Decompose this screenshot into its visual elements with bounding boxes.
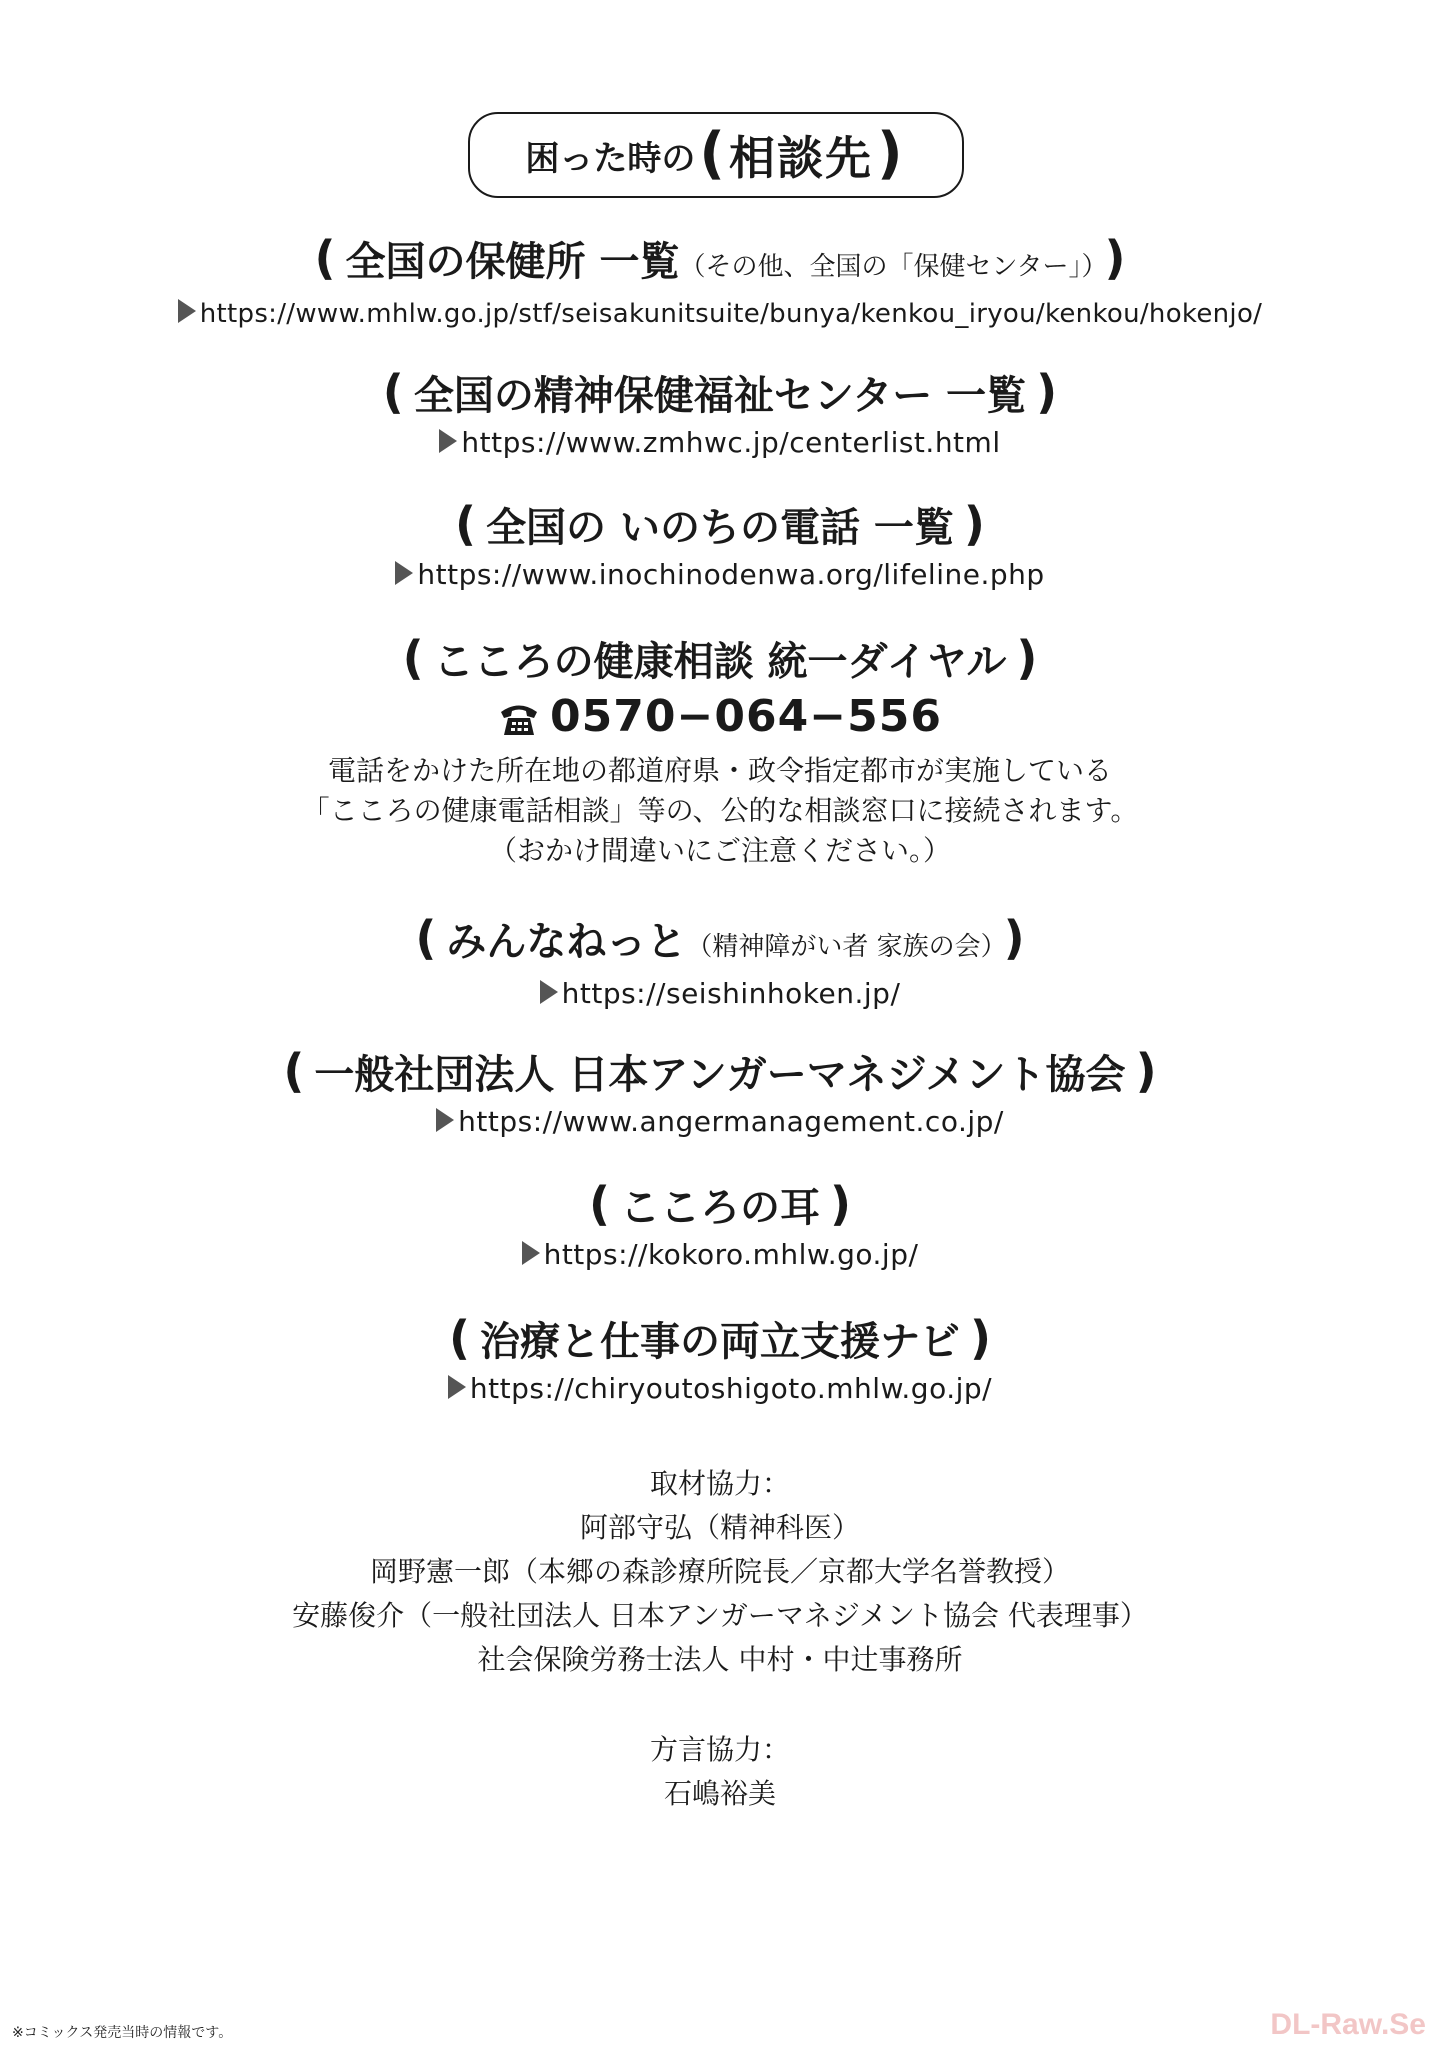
watermark: DL-Raw.Se <box>1270 2008 1426 2041</box>
url-text: https://www.mhlw.go.jp/stf/seisakunitsuite/bunya/kenkou_iryou/kenkou/hokenjo/ <box>199 299 1263 329</box>
bracket-close: ) <box>1135 1044 1157 1098</box>
section-anger-management <box>0 1045 1440 1142</box>
url-text: https://kokoro.mhlw.go.jp/ <box>543 1238 919 1271</box>
url-text: https://chiryoutoshigoto.mhlw.go.jp/ <box>469 1372 993 1405</box>
url-link[interactable] <box>0 294 1440 334</box>
heading-text: 全国の精神保健福祉センター 一覧 <box>413 373 1027 419</box>
note-line: 電話をかけた所在地の都道府県・政令指定都市が実施している <box>327 754 1112 787</box>
telephone-icon <box>498 695 540 751</box>
note-line: 「こころの健康電話相談」等の、公的な相談窓口に接続されます。 <box>301 794 1139 827</box>
section-inochi <box>0 498 1440 595</box>
heading-text: こころの健康相談 統一ダイヤル <box>433 639 1007 685</box>
credits-dialect <box>0 1728 1440 1816</box>
bracket-close: ) <box>1104 231 1126 285</box>
bracket-open: ( <box>588 1177 610 1231</box>
footnote: ※コミックス発売当時の情報です。 <box>12 2025 233 2041</box>
credits-coverage <box>0 1462 1440 1682</box>
bracket-close: ) <box>963 497 985 551</box>
phone-number[interactable] <box>0 689 1440 751</box>
section-heading <box>0 232 1440 294</box>
bracket-close: ) <box>830 1177 852 1231</box>
section-heading <box>0 1312 1440 1369</box>
bracket-close: ) <box>1003 911 1025 965</box>
credit-label: 方言協力： <box>649 1733 790 1766</box>
url-text: https://www.inochinodenwa.org/lifeline.php <box>417 558 1045 591</box>
url-text: https://www.zmhwc.jp/centerlist.html <box>461 426 1001 459</box>
play-arrow-icon <box>436 1108 454 1132</box>
credit-line: 岡野憲一郎（本郷の森診療所院長／京都大学名誉教授） <box>369 1555 1070 1588</box>
bracket-open: ( <box>314 231 336 285</box>
bracket-open: ( <box>455 497 477 551</box>
play-arrow-icon <box>395 561 413 585</box>
bracket-open: ( <box>402 631 424 685</box>
section-ryouritsu-navi <box>0 1312 1440 1409</box>
title-prefix: 困った時の <box>525 138 696 179</box>
url-link[interactable] <box>0 555 1440 595</box>
bracket-open: ( <box>699 120 725 186</box>
heading-sub: （精神障がい者 家族の会） <box>686 932 994 962</box>
credit-line: 阿部守弘（精神科医） <box>579 1511 860 1544</box>
section-hokenjo <box>0 232 1440 334</box>
section-seishin-center <box>0 366 1440 463</box>
title-main: 相談先 <box>729 131 873 185</box>
url-link[interactable] <box>0 1102 1440 1142</box>
section-kokoro-mimi <box>0 1178 1440 1275</box>
heading-sub: （その他、全国の「保健センター」） <box>679 252 1095 282</box>
url-text: https://www.angermanagement.co.jp/ <box>458 1105 1004 1138</box>
play-arrow-icon <box>178 299 196 323</box>
section-minna-net <box>0 912 1440 1014</box>
credit-line: 石嶋裕美 <box>663 1777 776 1810</box>
bracket-close: ) <box>1016 631 1038 685</box>
heading-text: 一般社団法人 日本アンガーマネジメント協会 <box>314 1052 1126 1098</box>
section-heading <box>0 366 1440 423</box>
section-heading <box>0 632 1440 689</box>
url-link[interactable] <box>0 974 1440 1014</box>
url-link[interactable] <box>0 423 1440 463</box>
play-arrow-icon <box>540 980 558 1004</box>
bracket-close: ) <box>1036 365 1058 419</box>
section-heading <box>0 1178 1440 1235</box>
heading-text: 全国の いのちの電話 一覧 <box>486 505 954 551</box>
play-arrow-icon <box>439 429 457 453</box>
bracket-close: ) <box>970 1311 992 1365</box>
heading-text: みんなねっと <box>446 919 687 965</box>
bracket-open: ( <box>448 1311 470 1365</box>
phone-text: 0570−064−556 <box>550 691 942 742</box>
credit-line: 安藤俊介（一般社団法人 日本アンガーマネジメント協会 代表理事） <box>292 1599 1148 1632</box>
section-heading <box>0 912 1440 974</box>
heading-text: 全国の保健所 一覧 <box>345 239 680 285</box>
heading-text: こころの耳 <box>620 1185 820 1231</box>
url-link[interactable] <box>0 1369 1440 1409</box>
section-heading <box>0 1045 1440 1102</box>
bracket-open: ( <box>382 365 404 419</box>
url-text: https://seishinhoken.jp/ <box>561 977 901 1010</box>
bracket-open: ( <box>415 911 437 965</box>
bracket-close: ) <box>877 120 903 186</box>
section-heading <box>0 498 1440 555</box>
heading-text: 治療と仕事の両立支援ナビ <box>480 1319 960 1365</box>
play-arrow-icon <box>522 1241 540 1265</box>
credit-label: 取材協力： <box>649 1467 790 1500</box>
credit-line: 社会保険労務士法人 中村・中辻事務所 <box>477 1643 963 1676</box>
section-kokoro-dial <box>0 632 1440 871</box>
bracket-open: ( <box>283 1044 305 1098</box>
url-link[interactable] <box>0 1235 1440 1275</box>
note-line: （おかけ間違いにご注意ください。） <box>488 834 951 867</box>
page-title <box>468 112 964 198</box>
play-arrow-icon <box>448 1375 466 1399</box>
